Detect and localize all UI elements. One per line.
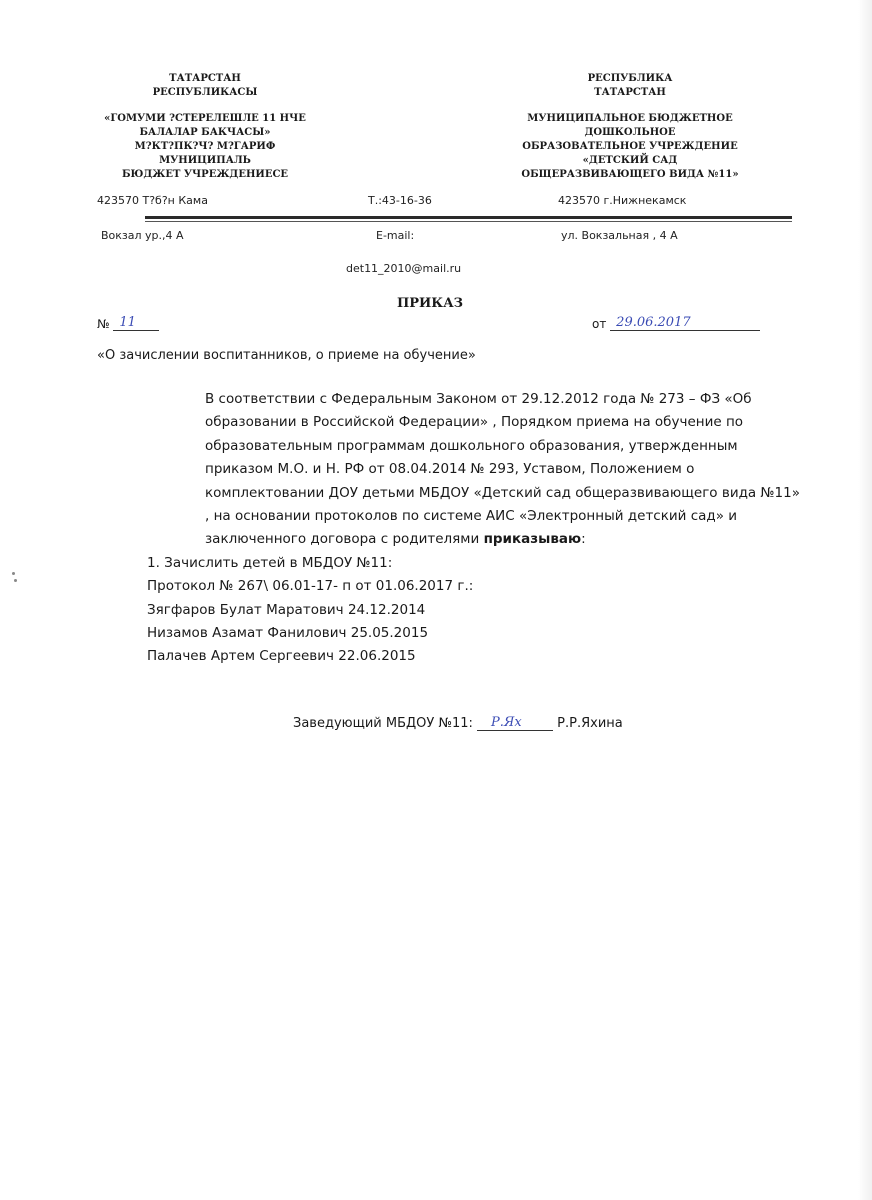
order-number-handwritten: 11 <box>119 315 136 330</box>
scan-speck <box>14 579 17 582</box>
child-entry: Палачев Артем Сергеевич 22.06.2015 <box>147 648 416 665</box>
handwritten-signature: Р.Ях <box>491 715 522 730</box>
header-right-line: РЕСПУБЛИКА <box>587 73 673 84</box>
order-number <box>97 316 159 331</box>
header-left-line: МУНИЦИПАЛЬ <box>159 155 251 166</box>
order-date-label: от <box>592 317 607 331</box>
address-right-top: 423570 г.Нижнекамск <box>558 194 687 207</box>
header-right-line: ОБЩЕРАЗВИВАЮЩЕГО ВИДА №11» <box>521 169 739 180</box>
header-right-line: ДОШКОЛЬНОЕ <box>584 127 676 138</box>
scan-speck <box>12 572 15 575</box>
header-right-line: ОБРАЗОВАТЕЛЬНОЕ УЧРЕЖДЕНИЕ <box>522 141 738 152</box>
order-keyword: приказываю <box>483 531 582 548</box>
child-entry: Низамов Азамат Фанилович 25.05.2015 <box>147 625 429 642</box>
order-subject: «О зачислении воспитанников, о приеме на обучение» <box>97 348 476 363</box>
paragraph-text: В соответствии с Федеральным Законом от 29.12.2012 года № 273 – ФЗ «Об образовании в Российской Федерации» , Порядком приема на обучение по образовательным программам дошкольного образования, утвержденным приказом М.О. и Н. РФ от 08.04.2014 № 293, Уставом, Положением о комплектовании ДОУ детьми МБДОУ «Детский сад общеразвивающего вида №11» , на основании протоколов по системе АИС «Электронный детский сад» и заключенного договора с родителями <box>205 391 800 548</box>
header-right-line: ТАТАРСТАН <box>594 87 666 98</box>
order-paragraph <box>147 388 807 552</box>
header-left-line: РЕСПУБЛИКАСЫ <box>152 87 258 98</box>
header-divider-thin <box>145 221 792 222</box>
header-left-line: ТАТАРСТАН <box>169 73 241 84</box>
header-right-line: «ДЕТСКИЙ САД <box>582 155 678 166</box>
order-title: ПРИКАЗ <box>396 296 464 311</box>
email-address: det11_2010@mail.ru <box>346 262 462 275</box>
header-left-line: БЮДЖЕТ УЧРЕЖДЕНИЕСЕ <box>121 169 289 180</box>
order-date-handwritten: 29.06.2017 <box>616 315 691 330</box>
address-left-bottom: Вокзал ур.,4 А <box>101 229 184 242</box>
order-date <box>592 316 760 331</box>
order-colon: : <box>581 531 586 548</box>
order-date-field <box>610 316 760 331</box>
header-right-russian <box>520 72 740 182</box>
header-left-line: М?КТ?ПК?Ч? М?ГАРИФ <box>134 141 276 152</box>
header-left-line: «ГОМУМИ ?СТЕРЕЛЕШЛЕ 11 НЧЕ <box>104 113 306 124</box>
signature-field <box>477 716 553 731</box>
enroll-item: 1. Зачислить детей в МБДОУ №11: <box>147 554 393 571</box>
header-left-line: БАЛАЛАР БАКЧАСЫ» <box>139 127 271 138</box>
signatory-name: Р.Р.Яхина <box>557 716 623 731</box>
address-right-bottom: ул. Вокзальная , 4 А <box>561 229 678 242</box>
signature-line <box>293 716 623 731</box>
address-left-top: 423570 Т?б?н Кама <box>97 194 208 207</box>
header-right-line: МУНИЦИПАЛЬНОЕ БЮДЖЕТНОЕ <box>527 113 733 124</box>
email-label: E-mail: <box>376 229 415 242</box>
order-body <box>147 388 807 669</box>
order-number-label: № <box>97 317 110 331</box>
signature-label: Заведующий МБДОУ №11: <box>293 716 473 731</box>
protocol-line: Протокол № 267\ 06.01-17- п от 01.06.2017 г.: <box>147 578 474 595</box>
phone-number: Т.:43-16-36 <box>368 194 432 207</box>
child-entry: Зягфаров Булат Маратович 24.12.2014 <box>147 601 426 618</box>
header-divider-thick <box>145 216 792 219</box>
header-left-tatar <box>95 72 315 182</box>
order-number-field <box>113 316 159 331</box>
